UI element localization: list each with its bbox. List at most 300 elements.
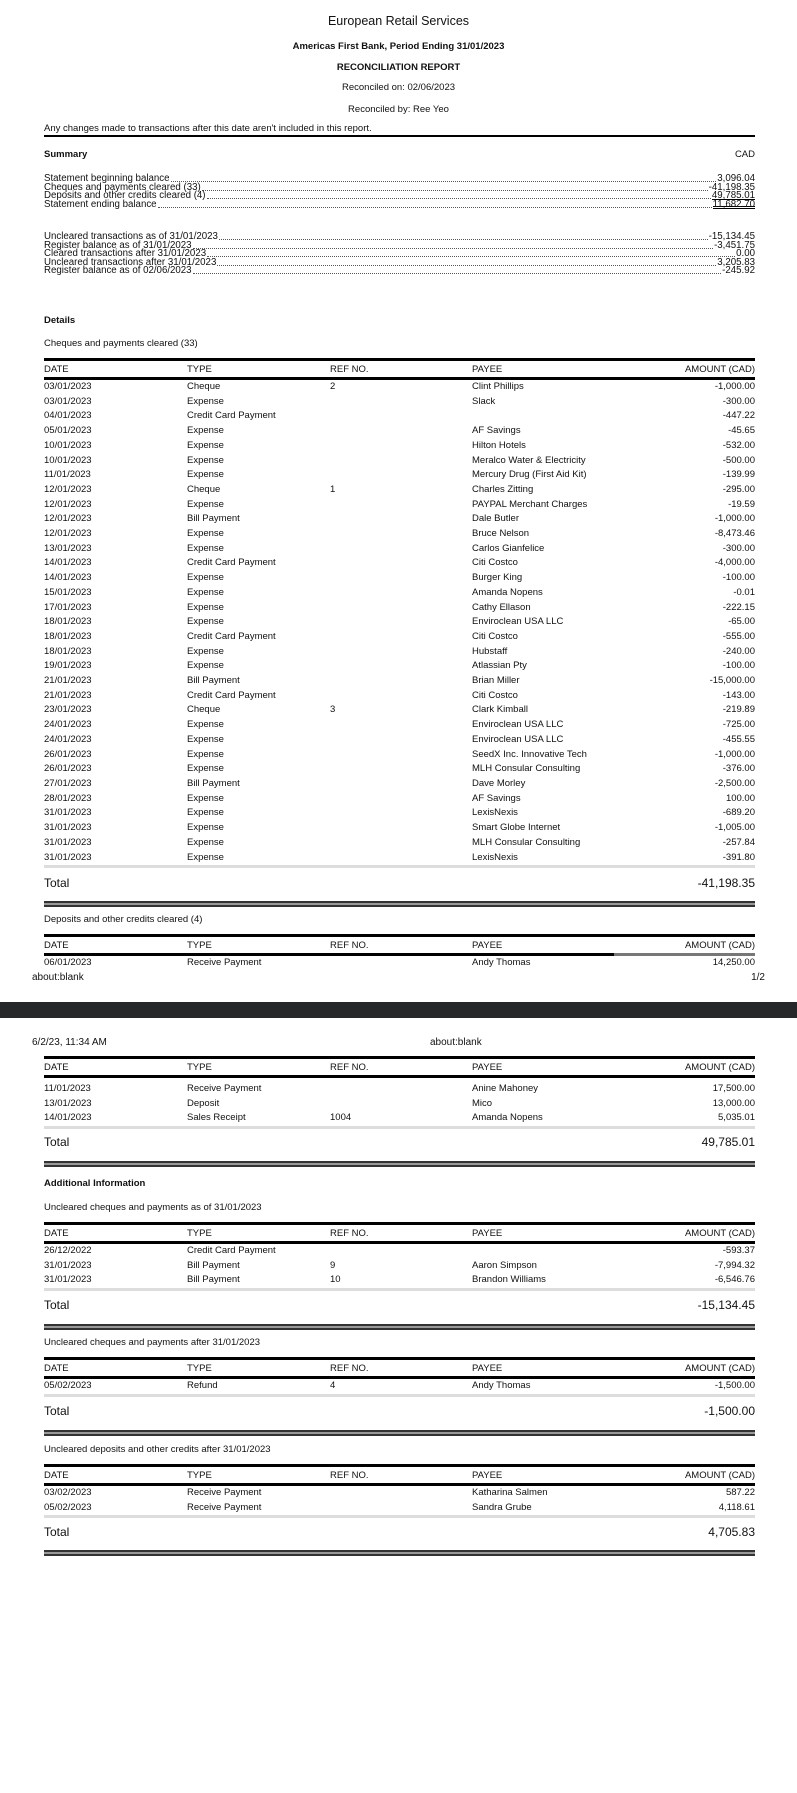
cell-type: Expense [187, 469, 224, 481]
cell-amount: -1,000.00 [714, 513, 755, 525]
cell-amount: -300.00 [722, 542, 755, 554]
cell-type: Expense [187, 586, 224, 598]
cell-date: 23/01/2023 [44, 704, 92, 716]
col-amount: AMOUNT (CAD) [614, 936, 755, 955]
page2-header-url: about:blank [430, 1037, 482, 1048]
cell-payee: Citi Costco [472, 557, 518, 569]
cell-ref: 1004 [330, 1111, 472, 1127]
cell-type: Expense [187, 395, 224, 407]
dot-leader [207, 249, 735, 257]
col-ref: REF NO. [330, 1224, 472, 1243]
col-amount: AMOUNT (CAD) [614, 1359, 755, 1378]
deposits-cleared-table-page2 [44, 1056, 755, 1129]
cell-payee: MLH Consular Consulting [472, 836, 581, 848]
col-date: DATE [44, 1359, 187, 1378]
cell-amount: -100.00 [722, 660, 755, 672]
total-amount: -1,500.00 [704, 1404, 755, 1418]
cell-payee: Clark Kimball [472, 704, 528, 716]
cell-type: Expense [187, 763, 224, 775]
cell-ref [330, 468, 472, 483]
table-row [44, 556, 755, 571]
table-row [44, 512, 755, 527]
summary-label: Register balance as of 31/01/2023 [44, 239, 192, 251]
cell-type: Expense [187, 851, 330, 867]
cell-date: 26/01/2023 [44, 763, 92, 775]
cell-ref [330, 630, 472, 645]
cell-date: 05/02/2023 [44, 1378, 187, 1396]
summary-value: -245.92 [722, 265, 755, 277]
col-ref: REF NO. [330, 1359, 472, 1378]
cell-payee: LexisNexis [472, 851, 614, 867]
cell-date: 19/01/2023 [44, 660, 92, 672]
cell-amount: -65.00 [728, 616, 755, 628]
col-payee: PAYEE [472, 1058, 614, 1077]
cell-type: Receive Payment [187, 1083, 262, 1094]
table-header-row [44, 936, 755, 955]
cell-amount: 13,000.00 [712, 1097, 755, 1109]
col-payee: PAYEE [472, 1359, 614, 1378]
table-row [44, 955, 755, 971]
cell-type: Receive Payment [187, 1487, 262, 1498]
table-row [44, 748, 755, 763]
cell-date: 10/01/2023 [44, 439, 92, 451]
col-ref: REF NO. [330, 360, 472, 379]
cell-ref [330, 792, 472, 807]
page2-header-datetime: 6/2/23, 11:34 AM [32, 1037, 107, 1048]
deposits-cleared-total-row [44, 1135, 755, 1149]
cell-payee [472, 1243, 614, 1259]
cell-payee: Amanda Nopens [472, 1111, 614, 1127]
dot-leader [202, 183, 708, 191]
col-amount: AMOUNT (CAD) [614, 1058, 755, 1077]
cell-payee: Andy Thomas [472, 957, 531, 968]
cell-date: 15/01/2023 [44, 586, 92, 598]
cell-ref [330, 1501, 472, 1517]
cell-payee: Bruce Nelson [472, 528, 530, 540]
total-amount: -41,198.35 [697, 876, 755, 890]
cell-amount: -593.37 [722, 1245, 755, 1256]
table-row [44, 542, 755, 557]
cell-ref [330, 527, 472, 542]
cell-date: 31/01/2023 [44, 822, 92, 834]
cell-amount: -725.00 [722, 719, 755, 731]
table-row [44, 1097, 755, 1112]
table-row [44, 733, 755, 748]
summary-label: Uncleared transactions after 31/01/2023 [44, 256, 217, 268]
cell-amount: -4,000.00 [714, 557, 755, 569]
cheques-cleared-table [44, 358, 755, 868]
cell-payee: Cathy Ellason [472, 601, 531, 613]
table-row [44, 1501, 755, 1517]
table-row [44, 821, 755, 836]
cell-ref [330, 409, 472, 424]
cell-amount: -222.15 [722, 601, 755, 613]
cell-payee: Meralco Water & Electricity [472, 454, 586, 466]
cell-payee: Enviroclean USA LLC [472, 719, 564, 731]
table-row [44, 659, 755, 674]
table-row [44, 395, 755, 410]
col-amount: AMOUNT (CAD) [614, 360, 755, 379]
cell-type: Expense [187, 454, 224, 466]
table-row [44, 1273, 755, 1289]
table-row [44, 806, 755, 821]
cell-ref: 1 [330, 483, 336, 495]
summary-label: Uncleared transactions as of 31/01/2023 [44, 231, 218, 242]
cheques-cleared-label: Cheques and payments cleared (33) [44, 338, 198, 349]
cell-amount: -455.55 [722, 733, 755, 745]
cell-date: 03/01/2023 [44, 381, 92, 392]
cell-amount: -143.00 [722, 689, 755, 701]
total-label: Total [44, 1404, 70, 1418]
table-row [44, 718, 755, 733]
cell-amount: -532.00 [722, 439, 755, 451]
cell-amount: -2,500.00 [714, 777, 755, 789]
cell-type: Expense [187, 439, 224, 451]
cell-ref [330, 498, 472, 513]
page-break-bar [0, 1002, 797, 1018]
cell-ref [330, 439, 472, 454]
report-title: RECONCILIATION REPORT [336, 62, 461, 73]
summary-label: Cheques and payments cleared (33) [44, 181, 201, 193]
col-payee: PAYEE [472, 360, 614, 379]
col-type: TYPE [187, 1359, 330, 1378]
table-row [44, 615, 755, 630]
cell-type: Sales Receipt [187, 1111, 330, 1127]
cell-amount: -240.00 [722, 645, 755, 657]
dot-leader [193, 241, 713, 249]
cell-payee: Clint Phillips [472, 381, 524, 392]
cell-payee: Andy Thomas [472, 1378, 614, 1396]
cell-amount: 4,118.61 [614, 1501, 755, 1517]
cell-payee: Mercury Drug (First Aid Kit) [472, 469, 587, 481]
cell-payee: Smart Globe Internet [472, 822, 561, 834]
cell-date: 11/01/2023 [44, 469, 91, 481]
uncleared-as-of-label: Uncleared cheques and payments as of 31/01/2023 [44, 1202, 262, 1213]
cell-amount: -257.84 [722, 836, 755, 848]
deposits-cleared-label: Deposits and other credits cleared (4) [44, 914, 203, 925]
cell-type: Expense [187, 822, 224, 834]
cell-type: Bill Payment [187, 1273, 330, 1289]
cell-ref [330, 1485, 472, 1501]
cell-type: Bill Payment [187, 513, 240, 525]
table-header-row [44, 1359, 755, 1378]
col-date: DATE [44, 1058, 187, 1077]
cell-date: 18/01/2023 [44, 630, 92, 642]
cell-payee: Katharina Salmen [472, 1487, 548, 1498]
cell-ref: 10 [330, 1273, 472, 1289]
cell-payee: Sandra Grube [472, 1501, 614, 1517]
cell-type: Expense [187, 719, 224, 731]
cell-amount: -376.00 [722, 763, 755, 775]
cell-date: 31/01/2023 [44, 1259, 92, 1271]
cell-date: 14/01/2023 [44, 1111, 187, 1127]
cell-date: 21/01/2023 [44, 689, 92, 701]
cell-payee: MLH Consular Consulting [472, 763, 581, 775]
cell-payee: Enviroclean USA LLC [472, 616, 564, 628]
cell-payee: Mico [472, 1097, 493, 1109]
cell-ref [330, 748, 472, 763]
col-amount: AMOUNT (CAD) [614, 1224, 755, 1243]
cell-ref [330, 571, 472, 586]
cell-date: 18/01/2023 [44, 616, 92, 628]
cell-date: 17/01/2023 [44, 601, 92, 613]
summary-label: Register balance as of 02/06/2023 [44, 265, 192, 277]
cell-payee: Amanda Nopens [472, 586, 543, 598]
cell-date: 21/01/2023 [44, 675, 92, 687]
cell-type: Credit Card Payment [187, 630, 276, 642]
table-row [44, 571, 755, 586]
cell-payee: Carlos Gianfelice [472, 542, 545, 554]
cell-type: Expense [187, 733, 224, 745]
summary-value: -15,134.45 [708, 231, 755, 242]
cell-type: Expense [187, 748, 224, 760]
cell-date: 31/01/2023 [44, 807, 92, 819]
cell-date: 26/01/2023 [44, 748, 92, 760]
uncleared-after-table [44, 1357, 755, 1397]
cell-amount: -1,500.00 [614, 1378, 755, 1396]
col-ref: REF NO. [330, 1058, 472, 1077]
cell-type: Expense [187, 528, 224, 540]
dot-leader [217, 258, 716, 266]
cell-amount: -1,005.00 [714, 822, 755, 834]
cell-date: 12/01/2023 [44, 513, 92, 525]
cell-type: Expense [187, 836, 224, 848]
summary-label: Deposits and other credits cleared (4) [44, 190, 206, 202]
table-row [44, 498, 755, 513]
cell-amount: -219.89 [722, 704, 755, 716]
cell-amount: -139.99 [722, 469, 755, 481]
col-type: TYPE [187, 936, 330, 955]
cell-type: Bill Payment [187, 1259, 240, 1271]
cell-type: Expense [187, 645, 224, 657]
cell-ref [330, 733, 472, 748]
col-type: TYPE [187, 1466, 330, 1485]
col-date: DATE [44, 360, 187, 379]
cell-type: Deposit [187, 1097, 220, 1109]
cell-type: Cheque [187, 704, 221, 716]
cell-amount: -8,473.46 [714, 528, 755, 540]
summary-row [44, 200, 755, 209]
reconciled-on: Reconciled on: 02/06/2023 [341, 82, 456, 93]
table-row [44, 483, 755, 498]
cell-ref: 9 [330, 1259, 336, 1271]
table-row [44, 1243, 755, 1259]
table-header-row [44, 1224, 755, 1243]
cell-ref [330, 645, 472, 660]
table-row [44, 379, 755, 395]
table-row [44, 601, 755, 616]
cell-amount: 14,250.00 [712, 957, 755, 968]
cell-amount: 100.00 [725, 792, 755, 804]
cell-amount: 5,035.01 [614, 1111, 755, 1127]
uncleared-as-of-total-row [44, 1298, 755, 1312]
summary-title: Summary [44, 149, 88, 160]
table-row [44, 454, 755, 469]
total-amount: 4,705.83 [708, 1525, 755, 1539]
cell-payee: Dale Butler [472, 513, 519, 525]
col-payee: PAYEE [472, 1466, 614, 1485]
cell-payee: AF Savings [472, 425, 521, 437]
cell-ref [330, 718, 472, 733]
total-amount: -15,134.45 [697, 1298, 755, 1312]
cell-ref [330, 395, 472, 410]
cell-ref [330, 836, 472, 851]
cell-type: Cheque [187, 381, 221, 392]
table-header-row [44, 360, 755, 379]
cell-payee: Atlassian Pty [472, 660, 527, 672]
cell-date: 10/01/2023 [44, 454, 92, 466]
cell-amount: 17,500.00 [712, 1083, 755, 1094]
cell-ref [330, 424, 472, 439]
cell-amount: -1,000.00 [714, 381, 755, 392]
dot-leader [207, 191, 711, 199]
table-row [44, 424, 755, 439]
cell-date: 18/01/2023 [44, 645, 92, 657]
cell-payee: Hubstaff [472, 645, 508, 657]
table-row [44, 1111, 755, 1127]
summary-value: -3,451.75 [714, 239, 755, 251]
cell-amount: -300.00 [722, 395, 755, 407]
cell-ref [330, 586, 472, 601]
cell-type: Expense [187, 425, 224, 437]
cheques-cleared-total-row [44, 876, 755, 890]
cell-date: 12/01/2023 [44, 528, 92, 540]
cell-amount: -295.00 [722, 483, 755, 495]
additional-info-title: Additional Information [44, 1178, 146, 1189]
cell-date: 03/01/2023 [44, 395, 92, 407]
uncleared-deposits-after-total-row [44, 1525, 755, 1539]
col-type: TYPE [187, 1058, 330, 1077]
cell-type: Refund [187, 1378, 330, 1396]
cell-type: Expense [187, 792, 224, 804]
cell-date: 28/01/2023 [44, 792, 92, 804]
cell-ref [330, 821, 472, 836]
cell-amount: -6,546.76 [614, 1273, 755, 1289]
total-amount: 49,785.01 [701, 1135, 755, 1149]
cell-ref [330, 542, 472, 557]
table-row [44, 851, 755, 867]
cell-type: Credit Card Payment [187, 410, 276, 422]
summary-label: Statement ending balance [44, 198, 157, 210]
table-row [44, 777, 755, 792]
cell-payee: SeedX Inc. Innovative Tech [472, 748, 587, 760]
cell-type: Receive Payment [187, 957, 262, 968]
cell-payee: LexisNexis [472, 807, 518, 819]
col-ref: REF NO. [330, 936, 472, 955]
cell-ref [330, 777, 472, 792]
table-row [44, 1077, 755, 1097]
summary-value: 3,205.83 [717, 256, 755, 268]
col-amount: AMOUNT (CAD) [614, 1466, 755, 1485]
cell-date: 24/01/2023 [44, 719, 92, 731]
cell-amount: -100.00 [722, 572, 755, 584]
cell-date: 31/01/2023 [44, 1273, 187, 1289]
col-date: DATE [44, 1224, 187, 1243]
cell-ref: 3 [330, 704, 336, 716]
summary-value: 3,096.04 [717, 173, 755, 184]
cell-ref [330, 556, 472, 571]
cell-date: 31/01/2023 [44, 851, 187, 867]
table-row [44, 527, 755, 542]
cell-payee: PAYPAL Merchant Charges [472, 498, 588, 510]
cell-date: 06/01/2023 [44, 957, 92, 968]
deposits-cleared-table-page1 [44, 934, 755, 971]
reconciled-by: Reconciled by: Ree Yeo [348, 104, 449, 115]
cell-ref [330, 689, 472, 704]
cell-type: Expense [187, 572, 224, 584]
page1-footer-page-number: 1/2 [751, 972, 765, 983]
cell-date: 05/02/2023 [44, 1501, 187, 1517]
cell-ref [330, 512, 472, 527]
summary-value: 49,785.01 [711, 190, 755, 202]
cell-ref [330, 851, 472, 867]
cell-ref [330, 1077, 472, 1097]
col-type: TYPE [187, 360, 330, 379]
header-divider [44, 135, 755, 137]
cell-amount: -447.22 [722, 410, 755, 422]
col-payee: PAYEE [472, 1224, 614, 1243]
cell-payee: AF Savings [472, 792, 521, 804]
cell-payee: Charles Zitting [472, 483, 534, 495]
table-row [44, 762, 755, 777]
table-row [44, 689, 755, 704]
table-row [44, 439, 755, 454]
cell-ref [330, 1097, 472, 1112]
cell-payee: Brandon Williams [472, 1273, 614, 1289]
cell-payee: Citi Costco [472, 689, 518, 701]
cell-payee: Dave Morley [472, 777, 526, 789]
cell-date: 27/01/2023 [44, 777, 92, 789]
disclaimer: Any changes made to transactions after this date aren't included in this report. [44, 123, 372, 134]
dot-leader [193, 266, 722, 274]
cell-type: Bill Payment [187, 777, 240, 789]
cell-date: 13/01/2023 [44, 542, 92, 554]
cell-ref [330, 1243, 472, 1259]
total-label: Total [44, 1525, 70, 1539]
cell-payee: Slack [472, 395, 496, 407]
cell-amount: -45.65 [728, 425, 755, 437]
cell-date: 11/01/2023 [44, 1083, 91, 1094]
cell-amount: -1,000.00 [714, 748, 755, 760]
cell-payee: Anine Mahoney [472, 1083, 539, 1094]
table-row [44, 645, 755, 660]
summary-currency: CAD [734, 149, 755, 160]
table-row [44, 630, 755, 645]
cell-date: 05/01/2023 [44, 425, 92, 437]
uncleared-deposits-after-table [44, 1464, 755, 1518]
total-double-line [44, 901, 755, 907]
cell-type: Expense [187, 807, 224, 819]
col-type: TYPE [187, 1224, 330, 1243]
table-row [44, 1378, 755, 1396]
cell-date: 03/02/2023 [44, 1487, 92, 1498]
cell-ref: 4 [330, 1378, 472, 1396]
report-subtitle: Americas First Bank, Period Ending 31/01/2023 [292, 41, 505, 52]
uncleared-as-of-table [44, 1222, 755, 1291]
summary-value: 11,682.70 [712, 198, 755, 210]
summary-value: 0.00 [736, 248, 755, 260]
cell-date: 14/01/2023 [44, 572, 92, 584]
cell-date: 12/01/2023 [44, 498, 92, 510]
total-label: Total [44, 1298, 70, 1312]
cell-amount: -555.00 [722, 630, 755, 642]
table-row [44, 586, 755, 601]
details-title: Details [44, 315, 76, 326]
col-payee: PAYEE [472, 936, 614, 955]
cell-ref [330, 659, 472, 674]
cell-date: 14/01/2023 [44, 557, 92, 569]
dot-leader [171, 174, 717, 182]
